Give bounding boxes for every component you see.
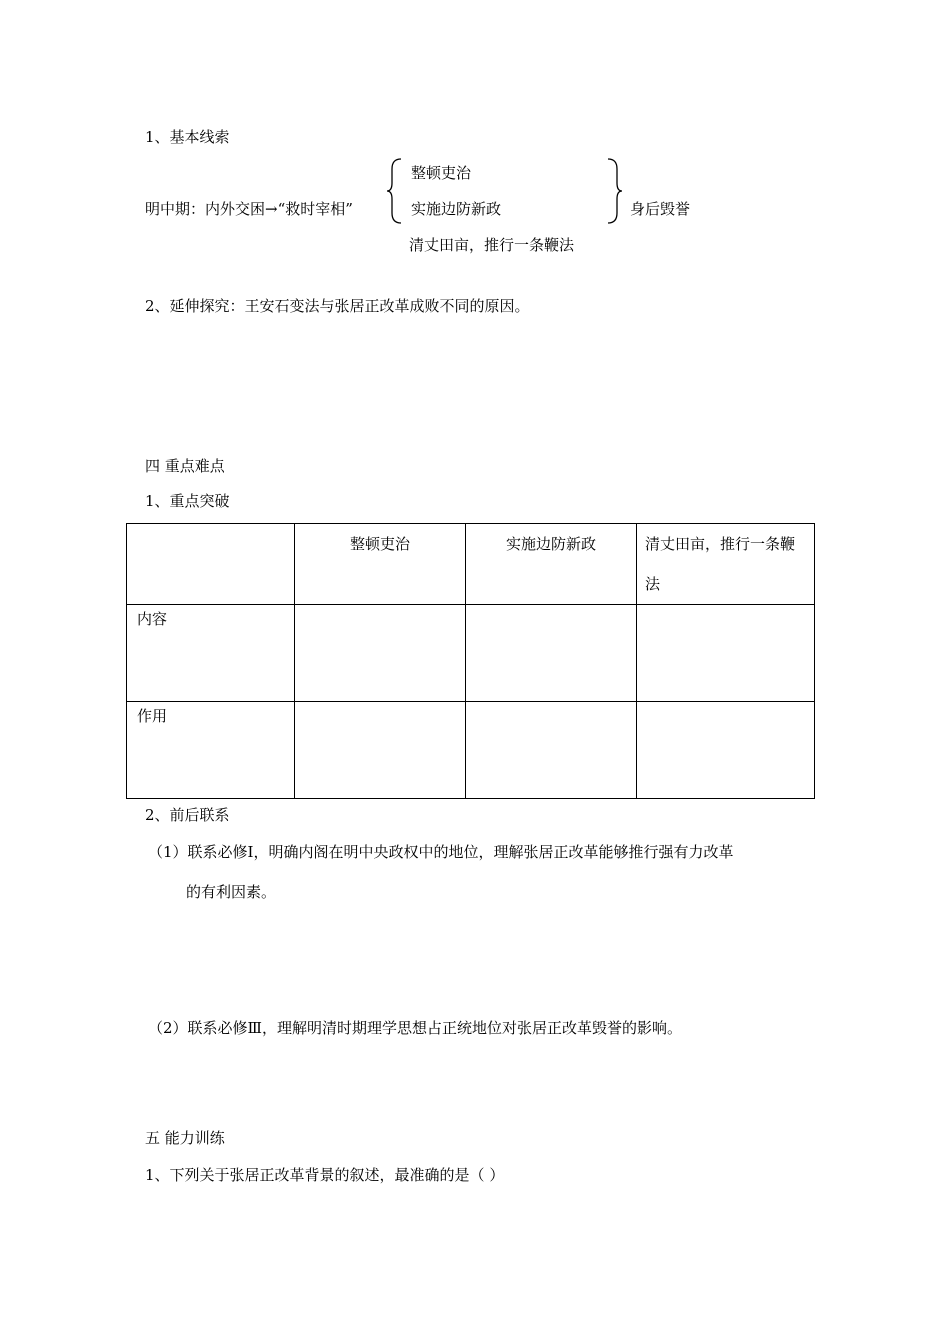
section-4-heading: 四 重点难点 [145,457,225,475]
section-5-heading: 五 能力训练 [145,1129,225,1147]
right-brace [605,157,623,225]
table-cell [637,702,815,799]
table-header-cell: 清丈田亩，推行一条鞭法 [637,524,815,605]
table-cell [637,605,815,702]
exercise-q1: 1、下列关于张居正改革背景的叙述，最准确的是（ ） [145,1166,505,1184]
connection-q1-line2: 的有利因素。 [186,883,277,901]
left-brace [386,157,404,225]
table-header-cell: 实施边防新政 [466,524,637,605]
clue-item-3: 清丈田亩，推行一条鞭法 [409,236,575,254]
table-row-label: 作用 [127,702,295,799]
table-row [127,605,815,702]
table-cell [466,702,637,799]
connection-q1-line1: （1）联系必修Ⅰ，明确内阁在明中央政权中的地位，理解张居正改革能够推行强有力改革 [148,843,734,861]
table-header-cell: 整顿吏治 [295,524,466,605]
key-breakthrough-heading: 1、重点突破 [145,492,230,510]
clue-item-2: 实施边防新政 [411,200,502,218]
connection-heading: 2、前后联系 [145,806,230,824]
clue-item-1: 整顿吏治 [411,164,472,182]
table-header-row [127,524,815,605]
clue-heading: 1、基本线索 [145,128,230,146]
table-row [127,702,815,799]
clue-result: 身后毁誉 [630,200,691,218]
extension-question: 2、延伸探究：王安石变法与张居正改革成败不同的原因。 [145,297,530,315]
clue-lead: 明中期：内外交困→“救时宰相” [145,200,353,218]
table-row-label: 内容 [127,605,295,702]
table-cell [295,605,466,702]
connection-q2: （2）联系必修Ⅲ，理解明清时期理学思想占正统地位对张居正改革毁誉的影响。 [148,1019,683,1037]
table-cell [466,605,637,702]
table-corner-cell [127,524,295,605]
table-cell [295,702,466,799]
key-points-table [126,523,815,799]
